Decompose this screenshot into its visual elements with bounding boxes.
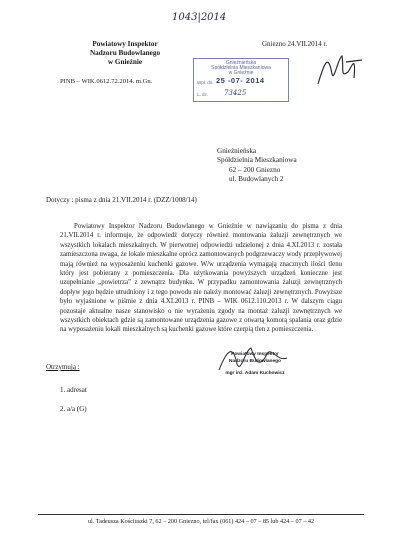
received-stamp — [193, 58, 289, 102]
sender-line1: Powiatowy Inspektor — [92, 40, 158, 48]
stamp-org-line2: Spółdzielnia Mieszkaniowa — [211, 65, 271, 71]
distribution-heading: Otrzymują : — [46, 363, 80, 371]
signature-line3: mgr inż. Adam Kuchowicz — [225, 371, 285, 376]
sender-header — [60, 40, 190, 67]
place-date: Gniezno 24.VII.2014 r. — [262, 40, 328, 48]
recipient-address — [217, 147, 297, 184]
stamp-org-line3: w Gnieźnie — [228, 70, 254, 76]
stamp-org-line1: Gnieźnieńska — [225, 60, 257, 66]
handwritten-signature-icon — [215, 340, 295, 380]
handwritten-initials-icon — [310, 44, 370, 94]
sender-line2: Nadzoru Budowlanego — [89, 49, 161, 57]
signature-line1: Powiatowy Inspektor — [231, 352, 279, 357]
reference-number: PINB – WIK.0612.72.2014. m.Gn. — [60, 78, 153, 85]
recipient-line1: Gnieźnieńska — [217, 147, 257, 155]
distribution-item: 1. adresat — [60, 386, 87, 394]
signature-line2: Nadzoru Budowlanego — [229, 358, 281, 364]
stamp-wpl-label: Wpł. dn. — [197, 80, 214, 85]
stamp-number-label: L. dz. — [197, 92, 209, 97]
footer-divider — [38, 514, 364, 515]
stamp-date: 25 -07- 2014 — [216, 76, 265, 85]
footer-address: ul. Tadeusza Kościuszki 7, 62 – 200 Gniezno, tel/fax (061) 424 – 07 – 85 lub 424 – 07 – 42 — [87, 518, 315, 525]
distribution-item: 2. a/a (G) — [60, 405, 87, 413]
handwritten-registry-number: 1043|2014 — [172, 12, 227, 23]
stamp-number: 73425 — [224, 89, 247, 97]
recipient-line3: 62 – 200 Gniezno — [229, 165, 281, 174]
body-paragraph: Powiatowy Inspektor Nadzoru Budowlanego w Gnieźnie w nawiązaniu do pisma z dnia 21.VII.2014 r. informuje, że odpowiedź dotyczy również montowania żaluzji zewnętrznych we wszystkich lokalach mieszkalnych. W pierwotnej odpowiedzi udzielonej z dnia 4.XI.2013 r. została zamieszczona uwaga, że lokale mieszkalne oprócz zamontowanych podgrzewaczy wody przepływowej mają również na wyposażeniu kuchenki gazowe. W/w urządzenia wymagają znacznych ilości tlenu który jest pobierany z pomieszczenia. Dla użytkowania powyższych urządzeń konieczne jest uzupełnianie „powietrza” z zewnątrz budynku. W przypadku zamontowania żaluzji zewnętrznych dopływ jego będzie utrudniony i z tego powodu nie należy montować żaluzji zewnętrznych. Powyższe było wyjaśnione w piśmie z dnia 4.XI.2013 r. PINB – WIK 0612.110.2013 r. W dalszym ciągu pozostaje aktualne nasze stanowisko o nie wyrażeniu zgody na montaż żaluzji zewnętrznych we wszystkich obiektach gdzie są zamontowane urządzenia gazowe z otwartą komorą spalania oraz gdzie na wyposażeniu lokali mieszkalnych są kuchenki gazowe które czerpią tlen z pomieszczenia. — [60, 223, 342, 334]
distribution-list — [60, 381, 87, 419]
sender-line3: w Gnieźnie — [107, 58, 143, 66]
letter-body — [60, 222, 342, 335]
subject-line: Dotyczy : pisma z dnia 21.VII.2014 r. (DZZ/1008/14) — [46, 196, 197, 204]
recipient-line4: ul. Budowlanych 2 — [229, 174, 284, 183]
recipient-line2: Spółdzielnia Mieszkaniowa — [217, 156, 297, 165]
